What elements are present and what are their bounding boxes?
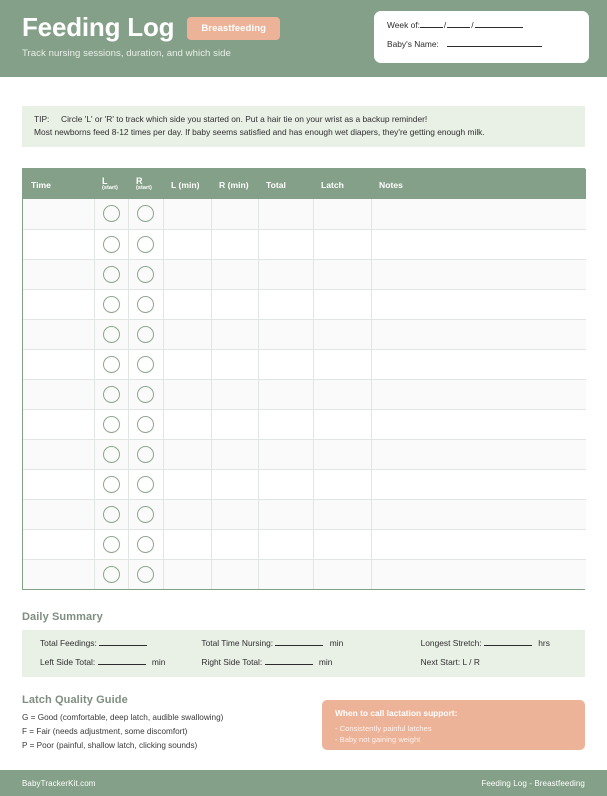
- cell-notes[interactable]: [371, 349, 586, 379]
- column-header-total: Total: [258, 169, 313, 199]
- column-header-latch: Latch: [313, 169, 371, 199]
- cell-total[interactable]: [258, 319, 313, 349]
- table-row: [23, 289, 586, 319]
- cell-rmin[interactable]: [211, 439, 258, 469]
- summary-right-side-unit: min: [318, 657, 333, 667]
- summary-left-side-label: Left Side Total:: [40, 657, 96, 667]
- cell-total[interactable]: [258, 199, 313, 229]
- cell-lmin[interactable]: [163, 289, 211, 319]
- cell-notes[interactable]: [371, 439, 586, 469]
- cell-notes[interactable]: [371, 469, 586, 499]
- cell-total[interactable]: [258, 349, 313, 379]
- cell-lmin[interactable]: [163, 439, 211, 469]
- cell-total[interactable]: [258, 259, 313, 289]
- summary-longest-stretch-label: Longest Stretch:: [420, 638, 482, 648]
- table-row: [23, 319, 586, 349]
- cell-rmin[interactable]: [211, 469, 258, 499]
- circle-l-icon[interactable]: [103, 266, 120, 283]
- summary-row-2: [22, 657, 585, 667]
- cell-right-start[interactable]: [128, 469, 163, 499]
- daily-summary-heading: Daily Summary: [22, 611, 103, 623]
- cell-time[interactable]: [23, 559, 94, 589]
- cell-latch[interactable]: [313, 529, 371, 559]
- feeding-log-table-container: [22, 168, 585, 590]
- cell-time[interactable]: [23, 379, 94, 409]
- cell-left-start[interactable]: [94, 469, 128, 499]
- column-header-right-letter: R: [136, 176, 143, 186]
- summary-total-time-label: Total Time Nursing:: [201, 638, 274, 648]
- cell-left-start[interactable]: [94, 199, 128, 229]
- cell-lmin[interactable]: [163, 409, 211, 439]
- table-header-row: [23, 169, 586, 199]
- latch-guide-item: P = Poor (painful, shallow latch, clicking sounds): [22, 741, 198, 751]
- circle-r-icon[interactable]: [137, 416, 154, 433]
- cell-lmin[interactable]: [163, 529, 211, 559]
- cell-lmin[interactable]: [163, 319, 211, 349]
- cell-latch[interactable]: [313, 199, 371, 229]
- circle-r-icon[interactable]: [137, 506, 154, 523]
- summary-right-side-label: Right Side Total:: [201, 657, 263, 667]
- column-header-right-sub: (start): [136, 185, 152, 192]
- cell-left-start[interactable]: [94, 499, 128, 529]
- baby-name-label: Baby's Name:: [387, 39, 439, 49]
- cell-notes[interactable]: [371, 319, 586, 349]
- week-of-row: [387, 20, 576, 30]
- summary-longest-stretch: [421, 638, 585, 648]
- cell-rmin[interactable]: [211, 259, 258, 289]
- summary-longest-stretch-field[interactable]: [484, 645, 532, 646]
- table-row: [23, 259, 586, 289]
- cell-rmin[interactable]: [211, 289, 258, 319]
- column-header-notes: Notes: [371, 169, 586, 199]
- cell-total[interactable]: [258, 289, 313, 319]
- circle-l-icon[interactable]: [103, 386, 120, 403]
- column-header-time: Time: [23, 169, 94, 199]
- week-month-field[interactable]: [420, 27, 443, 28]
- cell-notes[interactable]: [371, 259, 586, 289]
- circle-r-icon[interactable]: [137, 356, 154, 373]
- latch-guide-item: F = Fair (needs adjustment, some discomfort): [22, 727, 188, 737]
- cell-total[interactable]: [258, 499, 313, 529]
- latch-guide-list: [22, 711, 223, 753]
- cell-right-start[interactable]: [128, 439, 163, 469]
- cell-time[interactable]: [23, 529, 94, 559]
- daily-summary-box: [22, 630, 585, 677]
- cell-right-start[interactable]: [128, 499, 163, 529]
- cell-rmin[interactable]: [211, 319, 258, 349]
- cell-notes[interactable]: [371, 229, 586, 259]
- cell-notes[interactable]: [371, 379, 586, 409]
- cell-right-start[interactable]: [128, 199, 163, 229]
- page-title: Feeding Log: [22, 12, 175, 42]
- summary-right-side-field[interactable]: [265, 664, 313, 665]
- cell-total[interactable]: [258, 559, 313, 589]
- circle-l-icon[interactable]: [103, 356, 120, 373]
- cell-rmin[interactable]: [211, 199, 258, 229]
- summary-total-time-unit: min: [329, 638, 344, 648]
- baby-name-row: [387, 39, 576, 49]
- lactation-support-box: [322, 700, 585, 750]
- cell-latch[interactable]: [313, 349, 371, 379]
- cell-time[interactable]: [23, 259, 94, 289]
- circle-r-icon[interactable]: [137, 326, 154, 343]
- cell-total[interactable]: [258, 439, 313, 469]
- cell-total[interactable]: [258, 469, 313, 499]
- circle-r-icon[interactable]: [137, 386, 154, 403]
- column-header-right-min: R (min): [211, 169, 258, 199]
- week-day-field[interactable]: [447, 27, 470, 28]
- summary-left-side-field[interactable]: [98, 664, 146, 665]
- table-row: [23, 409, 586, 439]
- page-subtitle: Track nursing sessions, duration, and which side: [22, 48, 231, 59]
- table-body: [23, 199, 586, 589]
- footer-sheet-name: Feeding Log - Breastfeeding: [481, 778, 585, 788]
- table-header: [23, 169, 586, 199]
- summary-longest-stretch-unit: hrs: [538, 638, 550, 648]
- cell-notes[interactable]: [371, 559, 586, 589]
- table-row: [23, 529, 586, 559]
- cell-latch[interactable]: [313, 439, 371, 469]
- cell-notes[interactable]: [371, 409, 586, 439]
- cell-total[interactable]: [258, 529, 313, 559]
- summary-row-1: [22, 638, 585, 648]
- cell-lmin[interactable]: [163, 199, 211, 229]
- cell-right-start[interactable]: [128, 319, 163, 349]
- cell-total[interactable]: [258, 379, 313, 409]
- cell-rmin[interactable]: [211, 349, 258, 379]
- cell-lmin[interactable]: [163, 349, 211, 379]
- summary-right-side-total: [201, 657, 420, 667]
- circle-l-icon[interactable]: [103, 536, 120, 553]
- summary-left-side-total: [22, 657, 201, 667]
- cell-left-start[interactable]: [94, 529, 128, 559]
- table-row: [23, 349, 586, 379]
- cell-left-start[interactable]: [94, 559, 128, 589]
- footer-brand: BabyTrackerKit.com: [22, 778, 96, 788]
- cell-lmin[interactable]: [163, 499, 211, 529]
- circle-l-icon[interactable]: [103, 296, 120, 313]
- circle-r-icon[interactable]: [137, 266, 154, 283]
- cell-latch[interactable]: [313, 229, 371, 259]
- circle-l-icon[interactable]: [103, 326, 120, 343]
- circle-r-icon[interactable]: [137, 205, 154, 222]
- tip-line-1: [34, 113, 573, 126]
- circle-r-icon[interactable]: [137, 476, 154, 493]
- cell-lmin[interactable]: [163, 229, 211, 259]
- week-year-field[interactable]: [475, 27, 523, 28]
- cell-right-start[interactable]: [128, 349, 163, 379]
- cell-right-start[interactable]: [128, 529, 163, 559]
- cell-latch[interactable]: [313, 379, 371, 409]
- feeding-log-table: [23, 169, 586, 589]
- cell-latch[interactable]: [313, 259, 371, 289]
- lactation-support-title: When to call lactation support:: [335, 708, 458, 718]
- circle-r-icon[interactable]: [137, 536, 154, 553]
- cell-left-start[interactable]: [94, 439, 128, 469]
- cell-right-start[interactable]: [128, 559, 163, 589]
- page-footer: [0, 770, 607, 796]
- cell-notes[interactable]: [371, 199, 586, 229]
- summary-total-feedings-field[interactable]: [99, 645, 147, 646]
- tip-line-2: Most newborns feed 8-12 times per day. If baby seems satisfied and has enough wet diapers, they're getting enough milk.: [34, 127, 485, 138]
- circle-r-icon[interactable]: [137, 566, 154, 583]
- cell-notes[interactable]: [371, 289, 586, 319]
- table-row: [23, 199, 586, 229]
- cell-rmin[interactable]: [211, 379, 258, 409]
- cell-time[interactable]: [23, 289, 94, 319]
- cell-latch[interactable]: [313, 409, 371, 439]
- cell-left-start[interactable]: [94, 349, 128, 379]
- lactation-support-list: [335, 723, 585, 746]
- table-row: [23, 439, 586, 469]
- table-row: [23, 469, 586, 499]
- cell-notes[interactable]: [371, 529, 586, 559]
- cell-time[interactable]: [23, 349, 94, 379]
- lactation-support-item: - Consistently painful latches: [335, 724, 432, 733]
- cell-right-start[interactable]: [128, 409, 163, 439]
- circle-r-icon[interactable]: [137, 296, 154, 313]
- cell-rmin[interactable]: [211, 529, 258, 559]
- tip-box: [22, 106, 585, 147]
- info-card: [374, 11, 589, 63]
- cell-time[interactable]: [23, 439, 94, 469]
- table-row: [23, 499, 586, 529]
- lactation-support-item: - Baby not gaining weight: [335, 735, 421, 745]
- summary-total-feedings-label: Total Feedings:: [40, 638, 97, 648]
- cell-left-start[interactable]: [94, 229, 128, 259]
- cell-rmin[interactable]: [211, 499, 258, 529]
- circle-r-icon[interactable]: [137, 446, 154, 463]
- circle-r-icon[interactable]: [137, 236, 154, 253]
- circle-l-icon[interactable]: [103, 205, 120, 222]
- latch-guide-heading: Latch Quality Guide: [22, 694, 128, 706]
- cell-right-start[interactable]: [128, 289, 163, 319]
- table-row: [23, 229, 586, 259]
- cell-notes[interactable]: [371, 499, 586, 529]
- header-left-group: [22, 14, 280, 59]
- summary-total-time-field[interactable]: [275, 645, 323, 646]
- cell-time[interactable]: [23, 229, 94, 259]
- cell-right-start[interactable]: [128, 229, 163, 259]
- table-row: [23, 379, 586, 409]
- cell-time[interactable]: [23, 199, 94, 229]
- cell-lmin[interactable]: [163, 379, 211, 409]
- tip-text-1: Circle 'L' or 'R' to track which side you started on. Put a hair tie on your wrist as a backup reminder!: [61, 114, 428, 124]
- cell-latch[interactable]: [313, 499, 371, 529]
- cell-time[interactable]: [23, 469, 94, 499]
- cell-rmin[interactable]: [211, 229, 258, 259]
- cell-left-start[interactable]: [94, 289, 128, 319]
- title-row: [22, 14, 280, 40]
- week-slash-2: /: [471, 20, 474, 30]
- summary-left-side-unit: min: [151, 657, 166, 667]
- status-badge: Breastfeeding: [187, 17, 280, 40]
- cell-latch[interactable]: [313, 319, 371, 349]
- circle-l-icon[interactable]: [103, 416, 120, 433]
- cell-time[interactable]: [23, 499, 94, 529]
- cell-rmin[interactable]: [211, 559, 258, 589]
- column-header-left-start: [94, 169, 128, 199]
- circle-l-icon[interactable]: [103, 446, 120, 463]
- cell-lmin[interactable]: [163, 259, 211, 289]
- circle-l-icon[interactable]: [103, 566, 120, 583]
- cell-left-start[interactable]: [94, 379, 128, 409]
- cell-right-start[interactable]: [128, 379, 163, 409]
- cell-lmin[interactable]: [163, 469, 211, 499]
- cell-lmin[interactable]: [163, 559, 211, 589]
- cell-left-start[interactable]: [94, 319, 128, 349]
- cell-right-start[interactable]: [128, 259, 163, 289]
- cell-total[interactable]: [258, 409, 313, 439]
- latch-guide-item: G = Good (comfortable, deep latch, audible swallowing): [22, 713, 224, 722]
- table-row: [23, 559, 586, 589]
- page-header: [0, 0, 607, 77]
- cell-left-start[interactable]: [94, 409, 128, 439]
- column-header-right-start: [128, 169, 163, 199]
- cell-time[interactable]: [23, 409, 94, 439]
- cell-time[interactable]: [23, 319, 94, 349]
- cell-left-start[interactable]: [94, 259, 128, 289]
- circle-l-icon[interactable]: [103, 476, 120, 493]
- circle-l-icon[interactable]: [103, 506, 120, 523]
- tip-label: TIP:: [34, 114, 50, 124]
- circle-l-icon[interactable]: [103, 236, 120, 253]
- cell-latch[interactable]: [313, 469, 371, 499]
- cell-latch[interactable]: [313, 559, 371, 589]
- week-of-label: Week of:: [387, 20, 420, 30]
- cell-rmin[interactable]: [211, 409, 258, 439]
- column-header-left-min: L (min): [163, 169, 211, 199]
- cell-total[interactable]: [258, 229, 313, 259]
- summary-total-time: [201, 638, 420, 648]
- summary-total-feedings: [22, 638, 201, 648]
- cell-latch[interactable]: [313, 289, 371, 319]
- baby-name-field[interactable]: [447, 46, 542, 47]
- summary-next-start[interactable]: Next Start: L / R: [420, 657, 480, 667]
- column-header-left-letter: L: [102, 176, 108, 186]
- week-slash-1: /: [443, 20, 447, 30]
- column-header-left-sub: (start): [102, 185, 118, 192]
